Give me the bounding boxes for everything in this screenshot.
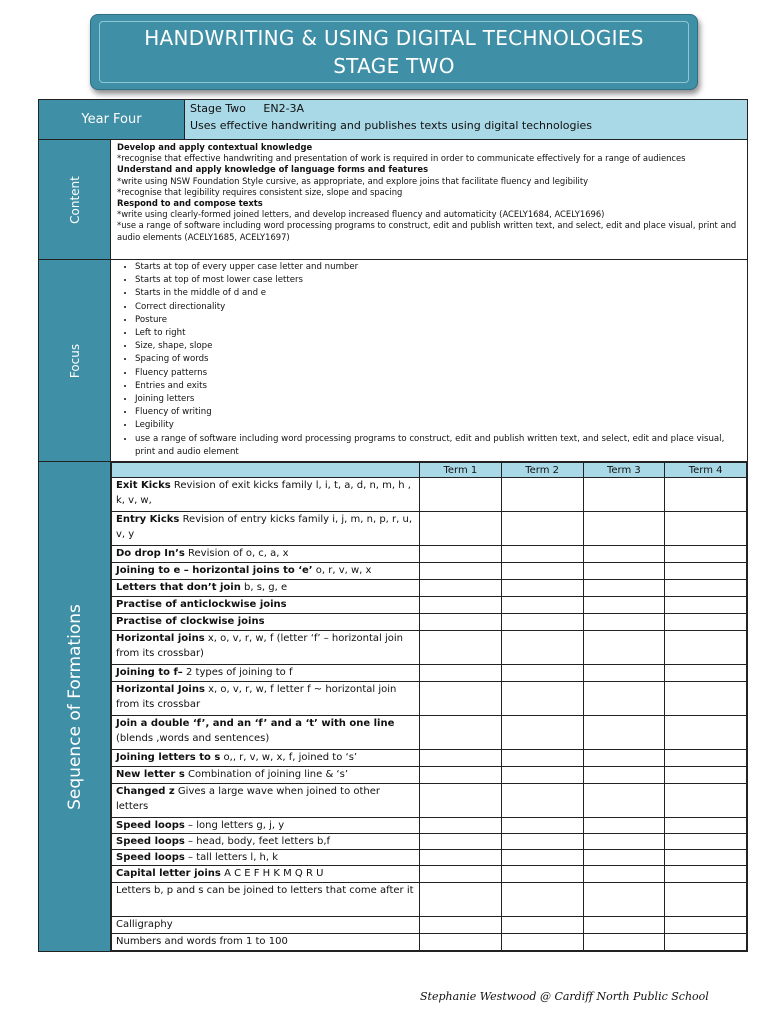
formation-title: Exit Kicks [116, 480, 171, 491]
term-header: Term 3 [583, 463, 665, 478]
sequence-row [112, 512, 747, 546]
formation-cell [112, 784, 420, 818]
formation-cell [112, 716, 420, 750]
sequence-row [112, 934, 747, 951]
formation-cell [112, 834, 420, 850]
year-cell: Year Four [39, 100, 185, 140]
sequence-row [112, 850, 747, 866]
term-checkbox-cell[interactable] [665, 580, 747, 597]
banner-title-line1: HANDWRITING & USING DIGITAL TECHNOLOGIES [144, 26, 644, 50]
term-checkbox-cell[interactable] [583, 716, 665, 750]
term-checkbox-cell[interactable] [501, 784, 583, 818]
formation-detail: A C E F H K M Q R U [224, 868, 324, 879]
formation-detail: – long letters g, j, y [188, 820, 285, 831]
content-line: *use a range of software including word processing programs to construct, edit and publish written text, and select, edit and place visual, print and audio elements (ACELY1685, ACELY1697) [117, 220, 737, 242]
formation-cell [112, 580, 420, 597]
sequence-body [112, 478, 747, 951]
term-checkbox-cell[interactable] [583, 767, 665, 784]
term-checkbox-cell[interactable] [420, 834, 502, 850]
term-checkbox-cell[interactable] [420, 750, 502, 767]
formation-title: Horizontal Joins [116, 684, 205, 695]
content-line: Understand and apply knowledge of language forms and features [117, 164, 429, 175]
term-checkbox-cell[interactable] [665, 546, 747, 563]
formation-detail: o,, r, v, w, x, f, joined to ‘s’ [223, 752, 358, 763]
term-checkbox-cell[interactable] [665, 917, 747, 934]
formation-detail: Gives a large wave when joined to other letters [116, 786, 381, 812]
sequence-row [112, 631, 747, 665]
term-checkbox-cell[interactable] [420, 866, 502, 883]
stage-code: EN2-3A [263, 102, 305, 115]
term-checkbox-cell[interactable] [583, 866, 665, 883]
term-checkbox-cell[interactable] [665, 767, 747, 784]
term-checkbox-cell[interactable] [420, 546, 502, 563]
term-checkbox-cell[interactable] [501, 682, 583, 716]
term-checkbox-cell[interactable] [665, 818, 747, 834]
term-checkbox-cell[interactable] [583, 917, 665, 934]
term-checkbox-cell[interactable] [583, 597, 665, 614]
focus-item: • Entries and exits [135, 380, 743, 393]
term-checkbox-cell[interactable] [420, 716, 502, 750]
term-checkbox-cell[interactable] [665, 883, 747, 917]
focus-label: Focus [67, 343, 82, 378]
term-checkbox-cell[interactable] [501, 934, 583, 951]
stage-label: Stage Two [190, 102, 246, 115]
focus-item: • Legibility [135, 419, 743, 432]
sequence-row [112, 834, 747, 850]
formation-cell [112, 631, 420, 665]
formation-title: Practise of clockwise joins [116, 616, 265, 627]
sequence-side [39, 462, 111, 952]
formation-title: Joining to f– [116, 667, 183, 678]
banner-title-line2: STAGE TWO [333, 54, 455, 78]
term-checkbox-cell[interactable] [501, 563, 583, 580]
formation-cell [112, 883, 420, 917]
formation-title: Joining letters to s [116, 752, 221, 763]
formation-cell [112, 917, 420, 934]
term-checkbox-cell[interactable] [583, 850, 665, 866]
content-line: Develop and apply contextual knowledge [117, 142, 313, 152]
term-checkbox-cell[interactable] [501, 917, 583, 934]
term-checkbox-cell[interactable] [583, 818, 665, 834]
focus-item: • Starts at top of most lower case letters [135, 274, 743, 287]
term-checkbox-cell[interactable] [583, 631, 665, 665]
term-checkbox-cell[interactable] [420, 818, 502, 834]
planning-table [38, 99, 748, 952]
term-checkbox-cell[interactable] [665, 597, 747, 614]
sequence-label: Sequence of Formations [64, 603, 85, 810]
term-checkbox-cell[interactable] [665, 682, 747, 716]
term-checkbox-cell[interactable] [583, 478, 665, 512]
term-checkbox-cell[interactable] [420, 665, 502, 682]
term-checkbox-cell[interactable] [583, 934, 665, 951]
formation-detail: – tall letters l, h, k [188, 852, 279, 863]
term-checkbox-cell[interactable] [665, 934, 747, 951]
term-checkbox-cell[interactable] [420, 631, 502, 665]
term-checkbox-cell[interactable] [665, 784, 747, 818]
term-checkbox-cell[interactable] [665, 614, 747, 631]
term-checkbox-cell[interactable] [665, 563, 747, 580]
focus-item: • Fluency patterns [135, 367, 743, 380]
formation-detail: x, o, v, r, w, f (letter ‘f’ – horizontal join from its crossbar) [116, 633, 403, 659]
formation-detail: o, r, v, w, x [315, 565, 372, 576]
formation-detail: (blends ,words and sentences) [116, 733, 270, 744]
formation-cell [112, 563, 420, 580]
content-side [39, 140, 111, 260]
term-checkbox-cell[interactable] [583, 614, 665, 631]
term-checkbox-cell[interactable] [665, 631, 747, 665]
formation-cell [112, 546, 420, 563]
term-checkbox-cell[interactable] [501, 716, 583, 750]
footer-credit: Stephanie Westwood @ Cardiff North Public School [420, 990, 709, 1003]
focus-item: • use a range of software including word processing programs to construct, edit and publish written text, and select, edit and place visual, print and audio element [135, 433, 743, 459]
formation-cell [112, 818, 420, 834]
content-cell [111, 140, 748, 260]
sequence-row [112, 917, 747, 934]
formation-title: Capital letter joins [116, 868, 221, 879]
content-label: Content [67, 175, 82, 224]
formation-title: Speed loops [116, 836, 185, 847]
term-checkbox-cell[interactable] [665, 834, 747, 850]
focus-item: • Joining letters [135, 393, 743, 406]
term-checkbox-cell[interactable] [501, 580, 583, 597]
term-checkbox-cell[interactable] [420, 563, 502, 580]
focus-cell [111, 260, 748, 462]
formation-detail: Revision of entry kicks family i, j, m, n, p, r, u, v, y [116, 514, 413, 540]
formation-detail: Calligraphy [116, 919, 173, 930]
term-checkbox-cell[interactable] [420, 934, 502, 951]
sequence-row [112, 563, 747, 580]
sequence-row [112, 682, 747, 716]
formation-title: Entry Kicks [116, 514, 180, 525]
term-checkbox-cell[interactable] [420, 784, 502, 818]
formation-title: Horizontal joins [116, 633, 205, 644]
title-banner [90, 14, 698, 90]
term-header: Term 2 [501, 463, 583, 478]
formation-detail: Letters b, p and s can be joined to letters that come after it [116, 885, 414, 896]
sequence-cell [111, 462, 748, 952]
formation-cell [112, 478, 420, 512]
formation-cell [112, 850, 420, 866]
formation-cell [112, 866, 420, 883]
formation-detail: – head, body, feet letters b,f [188, 836, 331, 847]
formation-cell [112, 614, 420, 631]
sequence-row [112, 580, 747, 597]
focus-item: • Correct directionality [135, 301, 743, 314]
term-checkbox-cell[interactable] [583, 682, 665, 716]
stage-header [185, 100, 748, 140]
sequence-row [112, 767, 747, 784]
term-checkbox-cell[interactable] [501, 665, 583, 682]
formation-cell [112, 934, 420, 951]
sequence-row [112, 716, 747, 750]
focus-item: • Starts at top of every upper case letter and number [135, 261, 743, 274]
term-checkbox-cell[interactable] [501, 614, 583, 631]
formation-title: Joining to e – horizontal joins to ‘e’ [116, 565, 313, 576]
term-checkbox-cell[interactable] [583, 546, 665, 563]
focus-item: • Starts in the middle of d and e [135, 287, 743, 300]
term-checkbox-cell[interactable] [420, 580, 502, 597]
term-checkbox-cell[interactable] [501, 834, 583, 850]
term-header-row [112, 463, 747, 478]
stage-line [185, 100, 747, 117]
term-checkbox-cell[interactable] [583, 750, 665, 767]
term-checkbox-cell[interactable] [420, 478, 502, 512]
term-checkbox-cell[interactable] [501, 866, 583, 883]
formation-cell [112, 665, 420, 682]
focus-item: • Left to right [135, 327, 743, 340]
sequence-row [112, 614, 747, 631]
term-checkbox-cell[interactable] [583, 580, 665, 597]
formation-detail: x, o, v, r, w, f letter f ~ horizontal join from its crossbar [116, 684, 397, 710]
term-checkbox-cell[interactable] [420, 597, 502, 614]
sequence-row [112, 665, 747, 682]
term-checkbox-cell[interactable] [583, 784, 665, 818]
term-checkbox-cell[interactable] [501, 512, 583, 546]
term-checkbox-cell[interactable] [583, 883, 665, 917]
term-checkbox-cell[interactable] [665, 512, 747, 546]
content-line: *write using clearly-formed joined letters, and develop increased fluency and automaticity (ACELY1684, ACELY1696) [117, 209, 605, 220]
sequence-row [112, 818, 747, 834]
term-header: Term 4 [665, 463, 747, 478]
focus-side [39, 260, 111, 462]
sequence-row [112, 866, 747, 883]
term-checkbox-cell[interactable] [583, 563, 665, 580]
term-checkbox-cell[interactable] [420, 917, 502, 934]
term-checkbox-cell[interactable] [665, 850, 747, 866]
formation-detail: Combination of joining line & ‘s’ [187, 769, 348, 780]
term-checkbox-cell[interactable] [501, 546, 583, 563]
term-checkbox-cell[interactable] [501, 850, 583, 866]
term-checkbox-cell[interactable] [501, 478, 583, 512]
formation-title: Join a double ‘f’, and an ‘f’ and a ‘t’ with one line [116, 718, 395, 729]
formation-detail: b, s, g, e [244, 582, 288, 593]
sequence-row [112, 546, 747, 563]
term-checkbox-cell[interactable] [583, 512, 665, 546]
focus-item: • Size, shape, slope [135, 340, 743, 353]
term-checkbox-cell[interactable] [583, 665, 665, 682]
term-checkbox-cell[interactable] [501, 883, 583, 917]
formation-cell [112, 767, 420, 784]
term-checkbox-cell[interactable] [501, 750, 583, 767]
formation-detail: 2 types of joining to f [186, 667, 293, 678]
sequence-row [112, 883, 747, 917]
term-checkbox-cell[interactable] [665, 665, 747, 682]
term-checkbox-cell[interactable] [501, 631, 583, 665]
focus-item: • Posture [135, 314, 743, 327]
term-checkbox-cell[interactable] [420, 767, 502, 784]
term-checkbox-cell[interactable] [420, 682, 502, 716]
term-checkbox-cell[interactable] [665, 750, 747, 767]
sequence-row [112, 597, 747, 614]
term-checkbox-cell[interactable] [665, 478, 747, 512]
formation-title: Speed loops [116, 820, 185, 831]
formation-title: Changed z [116, 786, 175, 797]
content-line: *recognise that legibility requires consistent size, slope and spacing [117, 186, 403, 197]
term-checkbox-cell[interactable] [665, 716, 747, 750]
focus-item: • Spacing of words [135, 353, 743, 366]
formation-detail: Numbers and words from 1 to 100 [116, 936, 288, 947]
sequence-table [111, 462, 747, 951]
term-checkbox-cell[interactable] [501, 818, 583, 834]
formation-cell [112, 512, 420, 546]
term-checkbox-cell[interactable] [420, 512, 502, 546]
formation-title: Do drop In’s [116, 548, 185, 559]
formation-cell [112, 750, 420, 767]
blank-header [112, 463, 420, 478]
formation-cell [112, 682, 420, 716]
formation-title: Letters that don’t join [116, 582, 241, 593]
content-line: Respond to and compose texts [117, 198, 263, 209]
sequence-row [112, 750, 747, 767]
sequence-row [112, 478, 747, 512]
term-checkbox-cell[interactable] [420, 883, 502, 917]
term-checkbox-cell[interactable] [501, 597, 583, 614]
formation-title: Speed loops [116, 852, 185, 863]
formation-detail: Revision of o, c, a, x [188, 548, 289, 559]
content-line: *write using NSW Foundation Style cursive, as appropriate, and explore joins that facilitate fluency and legibility [117, 175, 589, 186]
formation-detail: Revision of exit kicks family l, i, t, a, d, n, m, h , k, v, w, [116, 480, 411, 506]
term-header: Term 1 [420, 463, 502, 478]
content-line: *recognise that effective handwriting and presentation of work is required in order to communicate effectively for a range of audiences [117, 153, 686, 164]
stage-description: Uses effective handwriting and publishes texts using digital technologies [190, 119, 593, 132]
formation-title: New letter s [116, 769, 185, 780]
formation-cell [112, 597, 420, 614]
formation-title: Practise of anticlockwise joins [116, 599, 287, 610]
term-checkbox-cell[interactable] [420, 614, 502, 631]
term-checkbox-cell[interactable] [665, 866, 747, 883]
sequence-row [112, 784, 747, 818]
term-checkbox-cell[interactable] [583, 834, 665, 850]
focus-list [115, 261, 743, 459]
term-checkbox-cell[interactable] [420, 850, 502, 866]
focus-item: • Fluency of writing [135, 406, 743, 419]
term-checkbox-cell[interactable] [501, 767, 583, 784]
